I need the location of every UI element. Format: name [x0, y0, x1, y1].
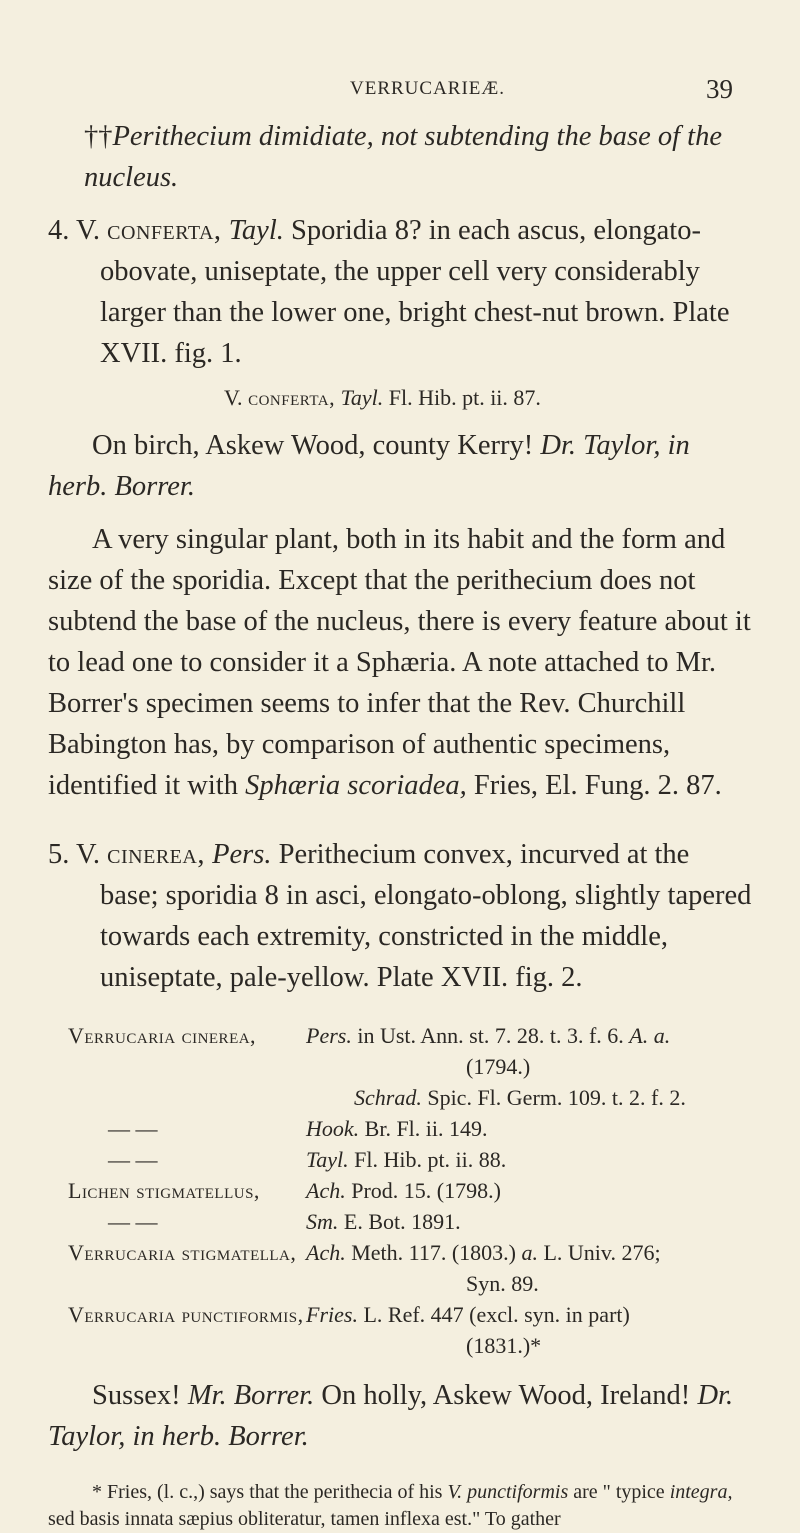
synonym-ref-tail: A. a. — [629, 1023, 671, 1048]
synonym-row — [68, 1113, 754, 1144]
locality-collector: Mr. Borrer. — [187, 1380, 315, 1411]
locality-text: On birch, Askew Wood, county Kerry! — [92, 430, 534, 461]
synonym-reference — [306, 1144, 754, 1175]
locality-text-2: On holly, Askew Wood, Ireland! — [321, 1380, 691, 1411]
species-genus: V. — [76, 215, 101, 246]
footnote-mark: * — [92, 1481, 102, 1503]
synonym-name: Verrucaria stigmatella, — [68, 1240, 297, 1265]
citation-author: Tayl. — [340, 385, 384, 410]
section-note — [48, 116, 754, 198]
remarks-species: Sphæria scoriadea, — [245, 770, 467, 801]
synonym-continuation: (1794.) — [466, 1054, 531, 1079]
synonym-name: Lichen stigmatellus, — [68, 1178, 260, 1203]
synonym-reference — [306, 1082, 754, 1113]
dagger-mark: †† — [84, 121, 113, 152]
synonym-name: Verrucaria cinerea, — [68, 1023, 257, 1048]
synonym-ditto: — — — [108, 1116, 158, 1141]
species-epithet: conferta, — [107, 215, 222, 246]
synonym-reference — [306, 1237, 754, 1299]
species-4-locality — [48, 425, 754, 507]
synonym-ditto: — — — [108, 1209, 158, 1234]
synonym-name — [68, 1082, 306, 1113]
synonym-ref: E. Bot. 1891. — [343, 1209, 461, 1234]
synonym-author: Schrad. — [354, 1085, 422, 1110]
synonym-ditto: — — — [108, 1147, 158, 1172]
synonym-ref: L. Ref. 447 (excl. syn. in part) — [363, 1302, 630, 1327]
citation-epithet: conferta, — [248, 385, 336, 410]
footnote-text-3: sed basis innata sæpius obliteratur, tamen inflexa est." To gather — [48, 1508, 561, 1530]
species-number: 4. — [48, 215, 70, 246]
locality-text: Sussex! — [92, 1380, 181, 1411]
citation-ref: Fl. Hib. pt. ii. 87. — [388, 385, 541, 410]
synonym-continuation: (1831.)* — [466, 1333, 542, 1358]
species-author: Tayl. — [228, 215, 284, 246]
species-5-description — [48, 834, 754, 998]
page-body — [48, 116, 754, 1533]
remarks-ref: Fries, El. Fung. 2. 87. — [473, 770, 722, 801]
species-4-citation — [48, 382, 754, 413]
synonym-author: Fries. — [306, 1302, 358, 1327]
footnote-text-2: are " typice — [573, 1481, 665, 1503]
footnote-text: Fries, (l. c.,) says that the perithecia of his — [107, 1481, 443, 1503]
synonym-author: Sm. — [306, 1209, 339, 1234]
running-head — [0, 74, 800, 108]
synonym-row — [68, 1082, 754, 1113]
synonym-ref-tail: a. — [521, 1240, 538, 1265]
page-number: 39 — [706, 74, 733, 104]
synonym-ref: in Ust. Ann. st. 7. 28. t. 3. f. 6. — [357, 1023, 624, 1048]
synonym-row — [68, 1020, 754, 1082]
synonym-ref: Fl. Hib. pt. ii. 88. — [354, 1147, 507, 1172]
remarks-text: A very singular plant, both in its habit and the form and size of the sporidia. Except that the perithecium does not subtend the base of the nucleus, there is every feature about it to lead one to consider it a Sphæria. A note attached to Mr. Borrer's specimen seems to infer that the Rev. Churchill Babington has, by comparison of authentic specimens, identified it with — [48, 524, 751, 801]
synonym-row — [68, 1206, 754, 1237]
species-genus: V. — [76, 839, 101, 870]
synonym-ref: Br. Fl. ii. 149. — [364, 1116, 488, 1141]
synonym-reference — [306, 1113, 754, 1144]
footnote-species: V. punctiformis — [447, 1481, 569, 1503]
synonym-row — [68, 1175, 754, 1206]
synonym-author: Ach. — [306, 1240, 346, 1265]
synonym-ref: Prod. 15. (1798.) — [351, 1178, 501, 1203]
footnote — [48, 1479, 754, 1533]
locality-collector: Dr. Taylor, in herb. Borrer. — [48, 430, 690, 502]
synonym-row — [68, 1144, 754, 1175]
running-title: VERRUCARIEÆ. — [350, 78, 506, 99]
footnote-italic: integra, — [669, 1481, 733, 1503]
species-epithet: cinerea, — [107, 839, 205, 870]
synonym-ref: Meth. 117. (1803.) — [351, 1240, 516, 1265]
synonym-name: Verrucaria punctiformis, — [68, 1302, 304, 1327]
species-5-locality — [48, 1375, 754, 1457]
species-number: 5. — [48, 839, 70, 870]
synonym-continuation: Syn. 89. — [466, 1271, 539, 1296]
synonym-author: Hook. — [306, 1116, 360, 1141]
species-description-text: Sporidia 8? in each ascus, elongato-obovate, uniseptate, the upper cell very considerably larger than the lower one, bright chest-nut brown. Plate XVII. fig. 1. — [100, 215, 730, 369]
synonym-reference — [306, 1299, 754, 1361]
synonym-reference — [306, 1020, 754, 1082]
synonym-reference — [306, 1206, 754, 1237]
section-note-text: Perithecium dimidiate, not subtending the base of the nucleus. — [84, 121, 722, 193]
synonym-ref: Spic. Fl. Germ. 109. t. 2. f. 2. — [427, 1085, 686, 1110]
synonymy-list — [48, 1020, 754, 1361]
synonym-author: Tayl. — [306, 1147, 349, 1172]
synonym-author: Ach. — [306, 1178, 346, 1203]
citation-genus: V. — [224, 385, 243, 410]
species-description-text: Perithecium convex, incurved at the base; sporidia 8 in asci, elongato-oblong, slightly tapered towards each extremity, constricted in the middle, uniseptate, pale-yellow. Plate XVII. fig. 2. — [100, 839, 752, 993]
synonym-reference — [306, 1175, 754, 1206]
synonym-row — [68, 1237, 754, 1299]
locality-collector-2: Dr. Taylor, in herb. Borrer. — [48, 1380, 734, 1452]
species-author: Pers. — [212, 839, 272, 870]
species-4-remarks — [48, 519, 754, 806]
synonym-row — [68, 1299, 754, 1361]
synonym-author: Pers. — [306, 1023, 352, 1048]
synonym-ref-after: L. Univ. 276; — [543, 1240, 661, 1265]
species-4-description — [48, 210, 754, 374]
